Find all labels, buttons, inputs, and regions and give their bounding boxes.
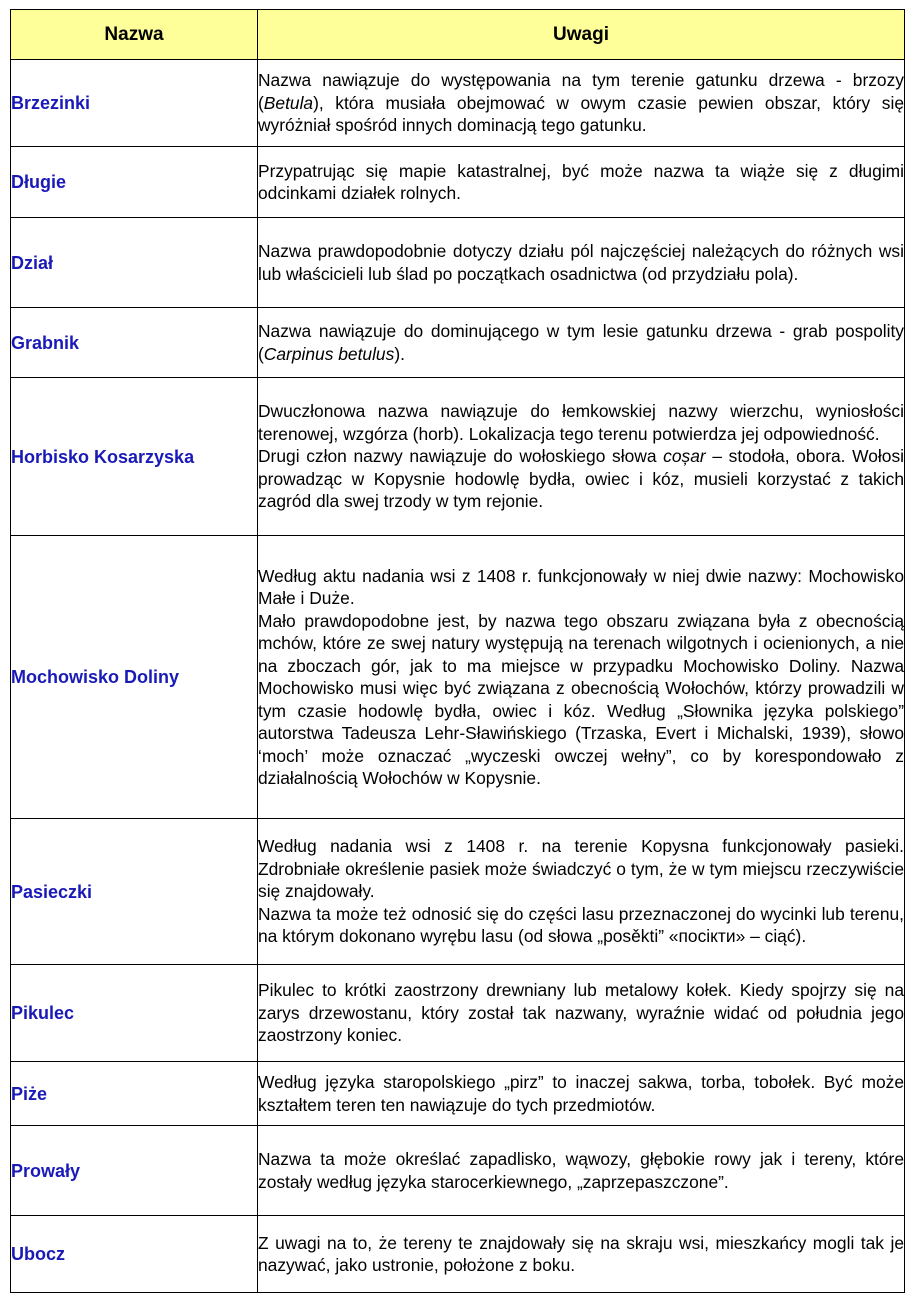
place-note	[258, 147, 905, 218]
place-name: Prowały	[11, 1126, 258, 1216]
place-name: Pikulec	[11, 965, 258, 1062]
place-note	[258, 378, 905, 536]
place-note	[258, 1216, 905, 1293]
note-paragraph	[258, 610, 904, 790]
note-paragraph	[258, 400, 904, 445]
table-body	[11, 60, 905, 1293]
table-row	[11, 60, 905, 147]
note-paragraph	[258, 565, 904, 610]
note-paragraph	[258, 979, 904, 1047]
note-paragraph	[258, 320, 904, 365]
note-text: Drugi człon nazwy nawiązuje do wołoskiego słowa	[258, 446, 664, 467]
place-note	[258, 308, 905, 378]
note-italic-term: Carpinus betulus	[263, 343, 395, 364]
place-note	[258, 819, 905, 965]
note-text: Nazwa nawiązuje do występowania na tym terenie gatunku drzewa - brzozy (	[258, 70, 904, 113]
header-notes: Uwagi	[258, 10, 905, 60]
place-note	[258, 1062, 905, 1126]
note-text: Przypatrując się mapie katastralnej, być może nazwa ta wiąże się z długimi odcinkami działek rolnych.	[258, 160, 904, 203]
note-italic-term: coșar	[663, 446, 706, 467]
place-name: Dział	[11, 218, 258, 308]
table-row	[11, 1126, 905, 1216]
note-text: Według aktu nadania wsi z 1408 r. funkcjonowały w niej dwie nazwy: Mochowisko Małe i Duże.	[258, 565, 904, 608]
note-paragraph	[258, 69, 904, 137]
note-paragraph	[258, 445, 904, 513]
note-text: Według nadania wsi z 1408 r. na terenie Kopysna funkcjonowały pasieki. Zdrobniałe określenie pasiek może świadczyć o tym, że w tym miejscu rzeczywiście się znajdowały.	[258, 836, 904, 902]
note-text: ), która musiała obejmować w owym czasie pewien obszar, który się wyróżniał spośród innych dominacją tego gatunku.	[258, 92, 904, 136]
note-paragraph	[258, 1232, 904, 1277]
note-text: Nazwa nawiązuje do dominującego w tym lesie gatunku drzewa - grab pospolity (	[258, 321, 904, 364]
note-text: Pikulec to krótki zaostrzony drewniany lub metalowy kołek. Kiedy spojrzy się na zarys drzewostanu, który został tak nazwany, wyraźnie widać od południa jego zaostrzony koniec.	[258, 980, 904, 1046]
header-name: Nazwa	[11, 10, 258, 60]
place-note	[258, 218, 905, 308]
place-note	[258, 965, 905, 1062]
table-row	[11, 536, 905, 819]
note-text: ).	[394, 343, 405, 364]
note-paragraph	[258, 835, 904, 903]
note-text: – stodoła, obora. Wołosi prowadząc w Kopysnie hodowlę bydła, owiec i kóz, musieli korzystać z takich zagród dla swej trzody w tym rejonie.	[258, 446, 905, 512]
note-text: Dwuczłonowa nazwa nawiązuje do łemkowskiej nazwy wierzchu, wyniosłości terenowej, wzgórza (horb). Lokalizacja tego terenu potwierdza jej odpowiedność.	[258, 401, 904, 444]
note-paragraph	[258, 1071, 904, 1116]
note-text: Nazwa prawdopodobnie dotyczy działu pól najczęściej należących do różnych wsi lub właścicieli lub ślad po początkach osadnictwa (od przydziału pola).	[258, 241, 904, 284]
table-row	[11, 965, 905, 1062]
table-row	[11, 1062, 905, 1126]
table-row	[11, 819, 905, 965]
place-note	[258, 536, 905, 819]
place-name: Pasieczki	[11, 819, 258, 965]
note-paragraph	[258, 903, 904, 948]
note-italic-term: Betula	[263, 92, 314, 113]
table-row	[11, 147, 905, 218]
note-text: Nazwa ta może też odnosić się do części lasu przeznaczonej do wycinki lub terenu, na którym dokonano wyrębu lasu (od słowa „posěkti” «посікти» – ciąć).	[258, 903, 904, 947]
place-name: Grabnik	[11, 308, 258, 378]
note-paragraph	[258, 160, 904, 205]
note-text: Według języka staropolskiego „pirz” to inaczej sakwa, torba, tobołek. Być może kształtem teren ten nawiązuje do tych przedmiotów.	[258, 1072, 904, 1115]
place-name: Piże	[11, 1062, 258, 1126]
note-paragraph	[258, 240, 904, 285]
table-row	[11, 378, 905, 536]
place-note	[258, 60, 905, 147]
place-name: Ubocz	[11, 1216, 258, 1293]
table-row	[11, 218, 905, 308]
place-name: Mochowisko Doliny	[11, 536, 258, 819]
note-text: Mało prawdopodobne jest, by nazwa tego obszaru związana była z obecnością mchów, które ze swej natury występują na terenach wilgotnych i ocienionych, a nie na zboczach gór, jak to ma miejsce w przypadku Mochowisko Doliny. Nazwa Mochowisko musi więc być związana z obecnością Wołochów, którzy prowadzili w tym czasie hodowlę bydła, owiec i kóz. Według „Słownika języka polskiego” autorstwa Tadeusza Lehr-Sławińskiego (Trzaska, Evert i Michalski, 1939), słowo ‘moch’ może oznaczać „wyczeski owczej wełny”, co by korespondowało z działalnością Wołochów w Kopysnie.	[258, 610, 904, 788]
place-name: Długie	[11, 147, 258, 218]
place-note	[258, 1126, 905, 1216]
note-text: Nazwa ta może określać zapadlisko, wąwozy, głębokie rowy jak i tereny, które zostały według języka starocerkiewnego, „zaprzepaszczone”.	[258, 1149, 904, 1192]
place-name: Horbisko Kosarzyska	[11, 378, 258, 536]
names-table	[10, 9, 905, 1293]
header-row	[11, 10, 905, 60]
note-paragraph	[258, 1148, 904, 1193]
note-text: Z uwagi na to, że tereny te znajdowały się na skraju wsi, mieszkańcy mogli tak je nazywać, jako ustronie, położone z boku.	[258, 1232, 904, 1275]
table-row	[11, 308, 905, 378]
table-row	[11, 1216, 905, 1293]
place-name: Brzezinki	[11, 60, 258, 147]
